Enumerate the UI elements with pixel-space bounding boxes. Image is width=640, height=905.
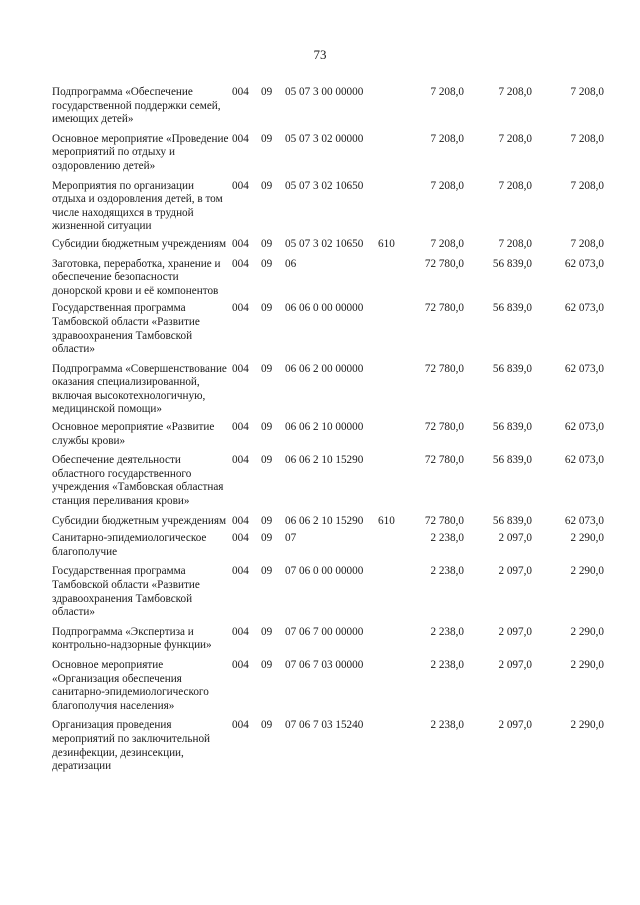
ministry-code: 004 (232, 237, 249, 250)
subsection-code: 07 (285, 658, 297, 671)
row-name: Подпрограмма «Совершенствование оказания специализированной, включая высокотехнологичную, медицинской помощи» (52, 362, 227, 416)
amount-year-3: 7 208,0 (570, 179, 604, 192)
ministry-code: 004 (232, 514, 249, 527)
amount-year-2: 2 097,0 (498, 565, 532, 578)
amount-year-3: 7 208,0 (570, 86, 604, 98)
amount-year-3: 2 290,0 (570, 532, 604, 545)
amount-year-2: 7 208,0 (498, 132, 532, 145)
target-article-code: 06 0 00 00000 (299, 565, 364, 578)
amount-year-3: 2 290,0 (570, 719, 604, 732)
subsection-code: 05 (285, 237, 297, 250)
target-article-code: 06 7 03 00000 (299, 658, 364, 671)
subsection-code: 07 (285, 565, 297, 578)
amount-year-1: 2 238,0 (430, 658, 464, 671)
ministry-code: 004 (232, 658, 249, 671)
section-code: 09 (261, 362, 273, 375)
row-name: Подпрограмма «Обеспечение государственной поддержки семей, имеющих детей» (52, 86, 221, 126)
ministry-code: 004 (232, 454, 249, 467)
amount-year-1: 72 780,0 (424, 257, 464, 270)
amount-year-3: 62 073,0 (564, 454, 604, 467)
budget-table (52, 86, 612, 774)
amount-year-2: 2 097,0 (498, 719, 532, 732)
subsection-code: 07 (285, 625, 297, 638)
target-article-code: 07 3 02 10650 (299, 179, 364, 192)
subsection-code: 06 (285, 454, 297, 467)
row-name: Основное мероприятие «Организация обеспечения санитарно-эпидемиологического благополучия населения» (52, 658, 209, 712)
amount-year-1: 72 780,0 (424, 421, 464, 434)
section-code: 09 (261, 532, 273, 545)
amount-year-1: 72 780,0 (424, 302, 464, 315)
amount-year-3: 62 073,0 (564, 514, 604, 527)
row-name: Заготовка, переработка, хранение и обеспечение безопасности донорской крови и её компонентов (52, 257, 221, 297)
amount-year-3: 2 290,0 (570, 625, 604, 638)
amount-year-2: 56 839,0 (492, 302, 532, 315)
ministry-code: 004 (232, 362, 249, 375)
amount-year-3: 7 208,0 (570, 237, 604, 250)
amount-year-1: 7 208,0 (430, 179, 464, 192)
ministry-code: 004 (232, 532, 249, 545)
target-article-code: 07 3 02 00000 (299, 132, 364, 145)
row-name: Санитарно-эпидемиологическое благополучие (52, 532, 207, 558)
section-code: 09 (261, 514, 273, 527)
amount-year-2: 2 097,0 (498, 658, 532, 671)
row-name: Государственная программа Тамбовской области «Развитие здравоохранения Тамбовской области» (52, 302, 200, 356)
subsection-code: 07 (285, 532, 297, 545)
amount-year-1: 72 780,0 (424, 514, 464, 527)
ministry-code: 004 (232, 179, 249, 192)
target-article-code: 06 2 10 15290 (299, 454, 364, 467)
amount-year-1: 72 780,0 (424, 454, 464, 467)
section-code: 09 (261, 132, 273, 145)
target-article-code: 06 2 10 00000 (299, 421, 364, 434)
subsection-code: 06 (285, 362, 297, 375)
amount-year-2: 2 097,0 (498, 625, 532, 638)
table-row (52, 180, 612, 234)
section-code: 09 (261, 237, 273, 250)
section-code: 09 (261, 565, 273, 578)
target-article-code: 07 3 00 00000 (299, 86, 364, 98)
row-name: Организация проведения мероприятий по заключительной дезинфекции, дезинсекции, дератизации (52, 719, 211, 773)
section-code: 09 (261, 302, 273, 315)
ministry-code: 004 (232, 86, 249, 98)
page-number: 73 (313, 47, 327, 62)
subsection-code: 06 (285, 302, 297, 315)
target-article-code: 06 7 00 00000 (299, 625, 364, 638)
amount-year-2: 7 208,0 (498, 86, 532, 98)
row-name: Субсидии бюджетным учреждениям (52, 514, 227, 527)
section-code: 09 (261, 179, 273, 192)
section-code: 09 (261, 257, 273, 270)
amount-year-3: 7 208,0 (570, 132, 604, 145)
expense-type-code: 610 (378, 237, 395, 250)
amount-year-1: 7 208,0 (430, 237, 464, 250)
amount-year-2: 56 839,0 (492, 421, 532, 434)
expense-type-code: 610 (378, 514, 395, 527)
table-row (52, 363, 612, 417)
table-row (52, 133, 612, 174)
table-row (52, 454, 612, 508)
amount-year-2: 56 839,0 (492, 514, 532, 527)
amount-year-1: 2 238,0 (430, 532, 464, 545)
section-code: 09 (261, 86, 273, 98)
row-name: Подпрограмма «Экспертиза и контрольно-надзорные функции» (52, 625, 212, 652)
table-row (52, 238, 612, 252)
table-row (52, 258, 612, 299)
subsection-code: 06 (285, 421, 297, 434)
target-article-code: 06 2 00 00000 (299, 362, 364, 375)
ministry-code: 004 (232, 257, 249, 270)
ministry-code: 004 (232, 719, 249, 732)
amount-year-3: 62 073,0 (564, 302, 604, 315)
amount-year-3: 2 290,0 (570, 658, 604, 671)
target-article-code: 07 3 02 10650 (299, 237, 364, 250)
table-row (52, 532, 612, 559)
amount-year-3: 62 073,0 (564, 421, 604, 434)
amount-year-1: 7 208,0 (430, 86, 464, 98)
subsection-code: 06 (285, 257, 297, 270)
amount-year-2: 7 208,0 (498, 179, 532, 192)
row-name: Мероприятия по организации отдыха и оздоровления детей, в том числе находящихся в трудной жизненной ситуации (52, 179, 223, 233)
amount-year-2: 7 208,0 (498, 237, 532, 250)
subsection-code: 07 (285, 719, 297, 732)
subsection-code: 05 (285, 179, 297, 192)
target-article-code: 06 2 10 15290 (299, 514, 364, 527)
row-name: Субсидии бюджетным учреждениям (52, 237, 227, 250)
section-code: 09 (261, 719, 273, 732)
amount-year-1: 72 780,0 (424, 362, 464, 375)
row-name: Обеспечение деятельности областного государственного учреждения «Тамбовская областная станция переливания крови» (52, 454, 224, 508)
amount-year-3: 62 073,0 (564, 257, 604, 270)
amount-year-1: 2 238,0 (430, 565, 464, 578)
amount-year-3: 62 073,0 (564, 362, 604, 375)
amount-year-2: 56 839,0 (492, 454, 532, 467)
subsection-code: 05 (285, 86, 297, 98)
amount-year-1: 2 238,0 (430, 625, 464, 638)
amount-year-1: 2 238,0 (430, 719, 464, 732)
ministry-code: 004 (232, 625, 249, 638)
amount-year-1: 7 208,0 (430, 132, 464, 145)
subsection-code: 05 (285, 132, 297, 145)
table-row (52, 565, 612, 619)
table-row (52, 421, 612, 448)
amount-year-2: 56 839,0 (492, 257, 532, 270)
table-row (52, 626, 612, 653)
target-article-code: 06 7 03 15240 (299, 719, 364, 732)
target-article-code: 06 0 00 00000 (299, 302, 364, 315)
ministry-code: 004 (232, 421, 249, 434)
row-name: Основное мероприятие «Развитие службы крови» (52, 421, 215, 447)
table-row (52, 659, 612, 713)
table-row (52, 302, 612, 356)
ministry-code: 004 (232, 565, 249, 578)
amount-year-2: 2 097,0 (498, 532, 532, 545)
amount-year-2: 56 839,0 (492, 362, 532, 375)
ministry-code: 004 (232, 132, 249, 145)
ministry-code: 004 (232, 302, 249, 315)
section-code: 09 (261, 454, 273, 467)
table-row (52, 719, 612, 773)
section-code: 09 (261, 625, 273, 638)
table-row (52, 86, 612, 127)
row-name: Основное мероприятие «Проведение мероприятий по отдыху и оздоровлению детей» (52, 132, 229, 172)
subsection-code: 06 (285, 514, 297, 527)
section-code: 09 (261, 658, 273, 671)
section-code: 09 (261, 421, 273, 434)
row-name: Государственная программа Тамбовской области «Развитие здравоохранения Тамбовской области» (52, 565, 200, 619)
table-row (52, 515, 612, 529)
amount-year-3: 2 290,0 (570, 565, 604, 578)
